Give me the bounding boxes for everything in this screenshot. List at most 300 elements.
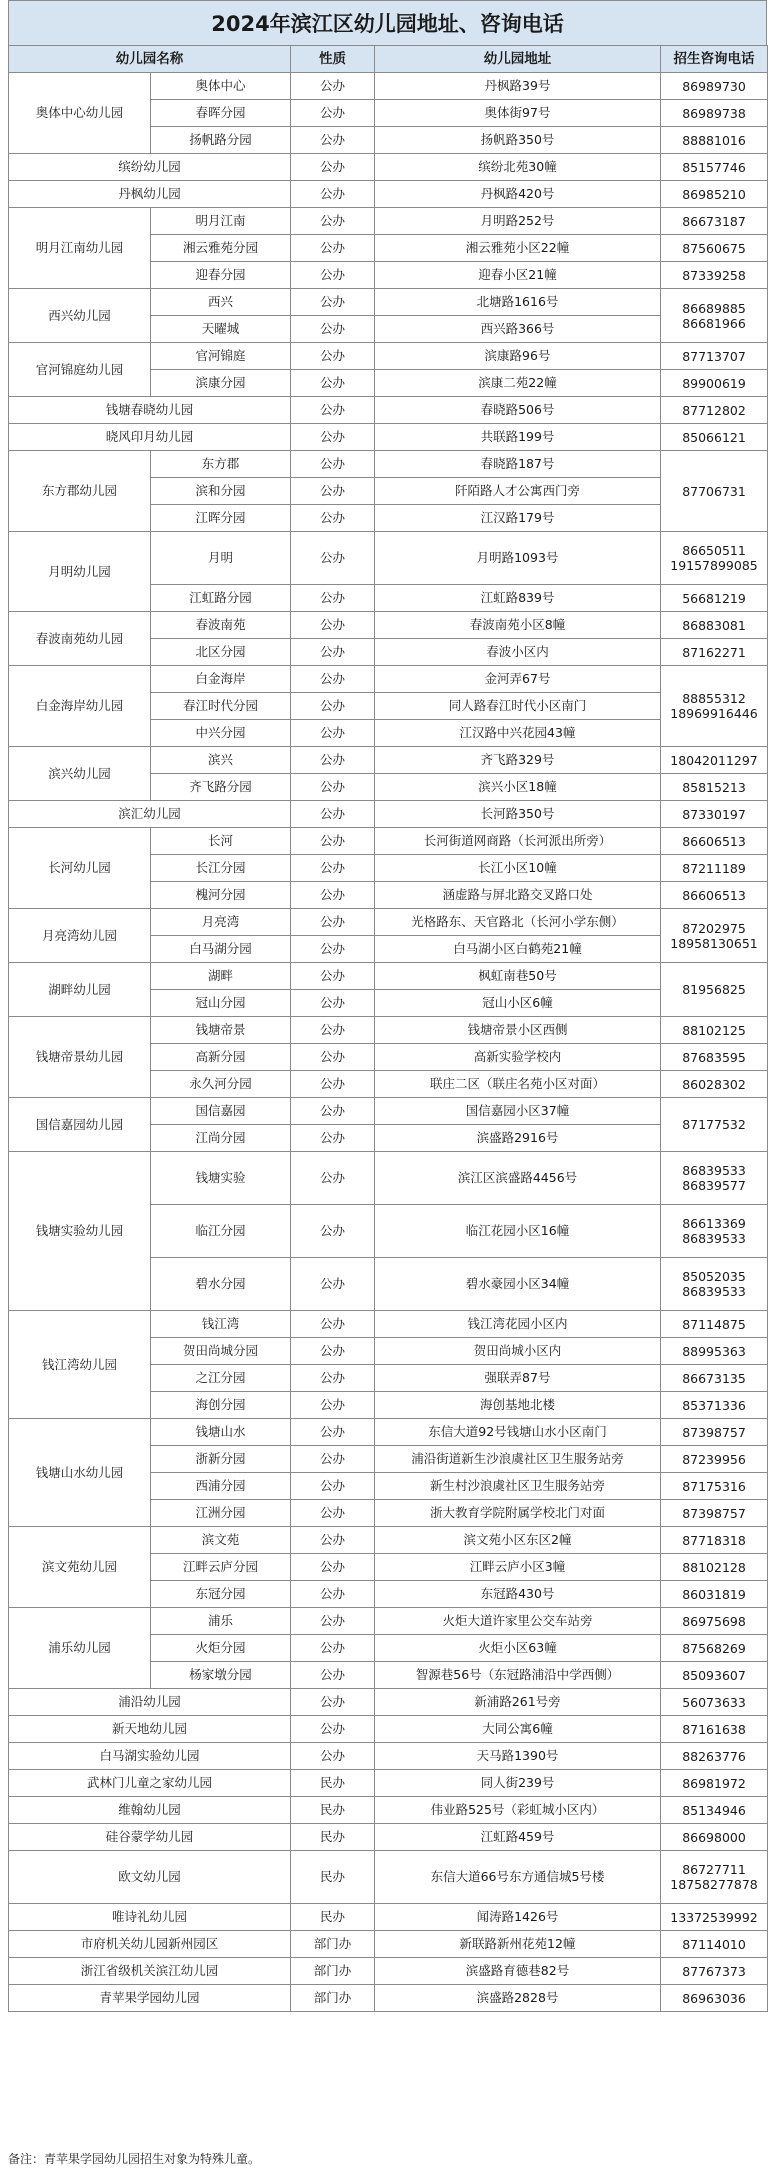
address-cell: 金河弄67号 bbox=[375, 666, 661, 693]
phone-cell: 86606513 bbox=[661, 882, 768, 909]
kindergarten-name: 硅谷蒙学幼儿园 bbox=[9, 1824, 291, 1851]
kindergarten-name: 青苹果学园幼儿园 bbox=[9, 1985, 291, 2012]
address-cell: 春波南苑小区8幢 bbox=[375, 612, 661, 639]
nature-cell: 公办 bbox=[291, 936, 375, 963]
kindergarten-name: 春波南苑幼儿园 bbox=[9, 612, 151, 666]
nature-cell: 公办 bbox=[291, 1743, 375, 1770]
campus-name: 官河锦庭 bbox=[151, 343, 291, 370]
kindergarten-name: 钱塘帝景幼儿园 bbox=[9, 1017, 151, 1098]
campus-name: 钱塘山水 bbox=[151, 1419, 291, 1446]
nature-cell: 公办 bbox=[291, 478, 375, 505]
campus-name: 碧水分园 bbox=[151, 1258, 291, 1311]
nature-cell: 公办 bbox=[291, 208, 375, 235]
phone-cell: 86963036 bbox=[661, 1985, 768, 2012]
nature-cell: 民办 bbox=[291, 1797, 375, 1824]
nature-cell: 公办 bbox=[291, 1205, 375, 1258]
address-cell: 浦沿街道新生沙浪虞社区卫生服务站旁 bbox=[375, 1446, 661, 1473]
nature-cell: 公办 bbox=[291, 639, 375, 666]
address-cell: 新联路新州花苑12幢 bbox=[375, 1931, 661, 1958]
address-cell: 扬帆路350号 bbox=[375, 127, 661, 154]
phone-cell: 88995363 bbox=[661, 1338, 768, 1365]
phone-cell: 87202975 18958130651 bbox=[661, 909, 768, 963]
address-cell: 齐飞路329号 bbox=[375, 747, 661, 774]
phone-cell: 56073633 bbox=[661, 1689, 768, 1716]
phone-cell: 87683595 bbox=[661, 1044, 768, 1071]
kindergarten-sheet bbox=[8, 0, 767, 2166]
nature-cell: 公办 bbox=[291, 801, 375, 828]
phone-cell: 85066121 bbox=[661, 424, 768, 451]
nature-cell: 公办 bbox=[291, 1554, 375, 1581]
phone-cell: 86689885 86681966 bbox=[661, 289, 768, 343]
address-cell: 大同公寓6幢 bbox=[375, 1716, 661, 1743]
table-row bbox=[9, 801, 768, 828]
address-cell: 东信大道66号东方通信城5号楼 bbox=[375, 1851, 661, 1904]
table-row bbox=[9, 208, 768, 235]
table-row bbox=[9, 1608, 768, 1635]
campus-name: 东方郡 bbox=[151, 451, 291, 478]
phone-cell: 87162271 bbox=[661, 639, 768, 666]
campus-name: 中兴分园 bbox=[151, 720, 291, 747]
kindergarten-name: 钱塘实验幼儿园 bbox=[9, 1152, 151, 1311]
table-row bbox=[9, 1797, 768, 1824]
address-cell: 江虹路839号 bbox=[375, 585, 661, 612]
kindergarten-name: 浦乐幼儿园 bbox=[9, 1608, 151, 1689]
kindergarten-name: 滨汇幼儿园 bbox=[9, 801, 291, 828]
phone-cell: 89900619 bbox=[661, 370, 768, 397]
address-cell: 滨文苑小区东区2幢 bbox=[375, 1527, 661, 1554]
phone-cell: 86031819 bbox=[661, 1581, 768, 1608]
nature-cell: 公办 bbox=[291, 1258, 375, 1311]
campus-name: 天曜城 bbox=[151, 316, 291, 343]
phone-cell: 86839533 86839577 bbox=[661, 1152, 768, 1205]
phone-cell: 85815213 bbox=[661, 774, 768, 801]
table-row bbox=[9, 747, 768, 774]
phone-cell: 18042011297 bbox=[661, 747, 768, 774]
address-cell: 强联弄87号 bbox=[375, 1365, 661, 1392]
phone-cell: 88881016 bbox=[661, 127, 768, 154]
kindergarten-name: 市府机关幼儿园新州园区 bbox=[9, 1931, 291, 1958]
phone-cell: 86028302 bbox=[661, 1071, 768, 1098]
nature-cell: 公办 bbox=[291, 1608, 375, 1635]
nature-cell: 公办 bbox=[291, 1581, 375, 1608]
nature-cell: 公办 bbox=[291, 127, 375, 154]
nature-cell: 公办 bbox=[291, 505, 375, 532]
nature-cell: 民办 bbox=[291, 1904, 375, 1931]
campus-name: 西浦分园 bbox=[151, 1473, 291, 1500]
phone-cell: 87560675 bbox=[661, 235, 768, 262]
address-cell: 贺田尚城小区内 bbox=[375, 1338, 661, 1365]
nature-cell: 公办 bbox=[291, 1662, 375, 1689]
table-row bbox=[9, 451, 768, 478]
campus-name: 钱塘帝景 bbox=[151, 1017, 291, 1044]
campus-name: 江洲分园 bbox=[151, 1500, 291, 1527]
phone-cell: 87706731 bbox=[661, 451, 768, 532]
kindergarten-name: 明月江南幼儿园 bbox=[9, 208, 151, 289]
nature-cell: 民办 bbox=[291, 1770, 375, 1797]
address-cell: 闻涛路1426号 bbox=[375, 1904, 661, 1931]
nature-cell: 公办 bbox=[291, 1338, 375, 1365]
address-cell: 光格路东、天官路北（长河小学东侧） bbox=[375, 909, 661, 936]
kindergarten-name: 白马湖实验幼儿园 bbox=[9, 1743, 291, 1770]
address-cell: 同人街239号 bbox=[375, 1770, 661, 1797]
campus-name: 湘云雅苑分园 bbox=[151, 235, 291, 262]
nature-cell: 公办 bbox=[291, 855, 375, 882]
campus-name: 冠山分园 bbox=[151, 990, 291, 1017]
nature-cell: 公办 bbox=[291, 73, 375, 100]
campus-name: 钱江湾 bbox=[151, 1311, 291, 1338]
phone-cell: 87161638 bbox=[661, 1716, 768, 1743]
nature-cell: 公办 bbox=[291, 289, 375, 316]
nature-cell: 公办 bbox=[291, 397, 375, 424]
campus-name: 国信嘉园 bbox=[151, 1098, 291, 1125]
phone-cell: 86981972 bbox=[661, 1770, 768, 1797]
campus-name: 滨兴 bbox=[151, 747, 291, 774]
table-row bbox=[9, 1689, 768, 1716]
nature-cell: 公办 bbox=[291, 1365, 375, 1392]
address-cell: 新生村沙浪虞社区卫生服务站旁 bbox=[375, 1473, 661, 1500]
campus-name: 春晖分园 bbox=[151, 100, 291, 127]
nature-cell: 部门办 bbox=[291, 1958, 375, 1985]
campus-name: 永久河分园 bbox=[151, 1071, 291, 1098]
address-cell: 共联路199号 bbox=[375, 424, 661, 451]
table-row bbox=[9, 666, 768, 693]
address-cell: 滨江区滨盛路4456号 bbox=[375, 1152, 661, 1205]
phone-cell: 88102125 bbox=[661, 1017, 768, 1044]
address-cell: 智源巷56号（东冠路浦沿中学西侧） bbox=[375, 1662, 661, 1689]
campus-name: 奥体中心 bbox=[151, 73, 291, 100]
table-row bbox=[9, 828, 768, 855]
phone-cell: 85093607 bbox=[661, 1662, 768, 1689]
nature-cell: 公办 bbox=[291, 154, 375, 181]
address-cell: 联庄二区（联庄名苑小区对面） bbox=[375, 1071, 661, 1098]
address-cell: 湘云雅苑小区22幢 bbox=[375, 235, 661, 262]
campus-name: 齐飞路分园 bbox=[151, 774, 291, 801]
campus-name: 江虹路分园 bbox=[151, 585, 291, 612]
phone-cell: 86975698 bbox=[661, 1608, 768, 1635]
table-row bbox=[9, 1851, 768, 1904]
campus-name: 贺田尚城分园 bbox=[151, 1338, 291, 1365]
phone-cell: 87767373 bbox=[661, 1958, 768, 1985]
nature-cell: 公办 bbox=[291, 990, 375, 1017]
nature-cell: 公办 bbox=[291, 343, 375, 370]
phone-cell: 87712802 bbox=[661, 397, 768, 424]
table-row bbox=[9, 1152, 768, 1205]
page-title: 2024年滨江区幼儿园地址、咨询电话 bbox=[8, 0, 767, 45]
nature-cell: 公办 bbox=[291, 1098, 375, 1125]
header-name: 幼儿园名称 bbox=[9, 46, 291, 73]
address-cell: 江畔云庐小区3幢 bbox=[375, 1554, 661, 1581]
nature-cell: 公办 bbox=[291, 316, 375, 343]
phone-cell: 87211189 bbox=[661, 855, 768, 882]
table-row bbox=[9, 1716, 768, 1743]
nature-cell: 公办 bbox=[291, 100, 375, 127]
nature-cell: 公办 bbox=[291, 1125, 375, 1152]
kindergarten-name: 浙江省级机关滨江幼儿园 bbox=[9, 1958, 291, 1985]
phone-cell: 87398757 bbox=[661, 1419, 768, 1446]
address-cell: 月明路1093号 bbox=[375, 532, 661, 585]
nature-cell: 公办 bbox=[291, 1689, 375, 1716]
nature-cell: 公办 bbox=[291, 585, 375, 612]
kindergarten-name: 西兴幼儿园 bbox=[9, 289, 151, 343]
campus-name: 浦乐 bbox=[151, 1608, 291, 1635]
table-row bbox=[9, 154, 768, 181]
address-cell: 伟业路525号（彩虹城小区内） bbox=[375, 1797, 661, 1824]
address-cell: 国信嘉园小区37幢 bbox=[375, 1098, 661, 1125]
nature-cell: 公办 bbox=[291, 235, 375, 262]
campus-name: 江晖分园 bbox=[151, 505, 291, 532]
address-cell: 新浦路261号旁 bbox=[375, 1689, 661, 1716]
phone-cell: 86985210 bbox=[661, 181, 768, 208]
phone-cell: 87175316 bbox=[661, 1473, 768, 1500]
nature-cell: 公办 bbox=[291, 828, 375, 855]
kindergarten-name: 钱塘山水幼儿园 bbox=[9, 1419, 151, 1527]
phone-cell: 85371336 bbox=[661, 1392, 768, 1419]
kindergarten-name: 官河锦庭幼儿园 bbox=[9, 343, 151, 397]
phone-cell: 81956825 bbox=[661, 963, 768, 1017]
campus-name: 火炬分园 bbox=[151, 1635, 291, 1662]
phone-cell: 87114010 bbox=[661, 1931, 768, 1958]
campus-name: 东冠分园 bbox=[151, 1581, 291, 1608]
nature-cell: 公办 bbox=[291, 1473, 375, 1500]
campus-name: 滨康分园 bbox=[151, 370, 291, 397]
address-cell: 奥体街97号 bbox=[375, 100, 661, 127]
kindergarten-name: 东方郡幼儿园 bbox=[9, 451, 151, 532]
phone-cell: 86698000 bbox=[661, 1824, 768, 1851]
nature-cell: 公办 bbox=[291, 963, 375, 990]
address-cell: 碧水豪园小区34幢 bbox=[375, 1258, 661, 1311]
nature-cell: 公办 bbox=[291, 774, 375, 801]
table-row bbox=[9, 1017, 768, 1044]
address-cell: 天马路1390号 bbox=[375, 1743, 661, 1770]
kindergarten-name: 丹枫幼儿园 bbox=[9, 181, 291, 208]
table-row bbox=[9, 424, 768, 451]
nature-cell: 公办 bbox=[291, 1419, 375, 1446]
address-cell: 涵虚路与屏北路交叉路口处 bbox=[375, 882, 661, 909]
phone-cell: 86989730 bbox=[661, 73, 768, 100]
nature-cell: 公办 bbox=[291, 1071, 375, 1098]
kindergarten-name: 浦沿幼儿园 bbox=[9, 1689, 291, 1716]
address-cell: 滨盛路2828号 bbox=[375, 1985, 661, 2012]
phone-cell: 85052035 86839533 bbox=[661, 1258, 768, 1311]
table-row bbox=[9, 1958, 768, 1985]
table-row bbox=[9, 1904, 768, 1931]
phone-cell: 87398757 bbox=[661, 1500, 768, 1527]
campus-name: 春波南苑 bbox=[151, 612, 291, 639]
phone-cell: 56681219 bbox=[661, 585, 768, 612]
nature-cell: 公办 bbox=[291, 370, 375, 397]
address-cell: 火炬大道许家里公交车站旁 bbox=[375, 1608, 661, 1635]
nature-cell: 公办 bbox=[291, 1716, 375, 1743]
table-row bbox=[9, 1311, 768, 1338]
address-cell: 春晓路187号 bbox=[375, 451, 661, 478]
kindergarten-name: 国信嘉园幼儿园 bbox=[9, 1098, 151, 1152]
table-row bbox=[9, 181, 768, 208]
table-row bbox=[9, 397, 768, 424]
address-cell: 临江花园小区16幢 bbox=[375, 1205, 661, 1258]
campus-name: 江畔云庐分园 bbox=[151, 1554, 291, 1581]
campus-name: 临江分园 bbox=[151, 1205, 291, 1258]
header-nature: 性质 bbox=[291, 46, 375, 73]
phone-cell: 87114875 bbox=[661, 1311, 768, 1338]
campus-name: 迎春分园 bbox=[151, 262, 291, 289]
campus-name: 月明 bbox=[151, 532, 291, 585]
campus-name: 长河 bbox=[151, 828, 291, 855]
address-cell: 白马湖小区白鹤苑21幢 bbox=[375, 936, 661, 963]
address-cell: 钱塘帝景小区西侧 bbox=[375, 1017, 661, 1044]
address-cell: 海创基地北楼 bbox=[375, 1392, 661, 1419]
phone-cell: 87718318 bbox=[661, 1527, 768, 1554]
kindergarten-name: 晓风印月幼儿园 bbox=[9, 424, 291, 451]
nature-cell: 公办 bbox=[291, 451, 375, 478]
nature-cell: 公办 bbox=[291, 424, 375, 451]
campus-name: 之江分园 bbox=[151, 1365, 291, 1392]
kindergarten-name: 湖畔幼儿园 bbox=[9, 963, 151, 1017]
nature-cell: 公办 bbox=[291, 612, 375, 639]
nature-cell: 公办 bbox=[291, 1392, 375, 1419]
kindergarten-name: 长河幼儿园 bbox=[9, 828, 151, 909]
phone-cell: 86673187 bbox=[661, 208, 768, 235]
address-cell: 缤纷北苑30幢 bbox=[375, 154, 661, 181]
address-cell: 滨兴小区18幢 bbox=[375, 774, 661, 801]
campus-name: 高新分园 bbox=[151, 1044, 291, 1071]
address-cell: 迎春小区21幢 bbox=[375, 262, 661, 289]
kindergarten-name: 钱塘春晓幼儿园 bbox=[9, 397, 291, 424]
phone-cell: 88263776 bbox=[661, 1743, 768, 1770]
kindergarten-name: 月明幼儿园 bbox=[9, 532, 151, 612]
campus-name: 白金海岸 bbox=[151, 666, 291, 693]
phone-cell: 87239956 bbox=[661, 1446, 768, 1473]
nature-cell: 公办 bbox=[291, 1527, 375, 1554]
nature-cell: 公办 bbox=[291, 720, 375, 747]
table-row bbox=[9, 1743, 768, 1770]
address-cell: 北塘路1616号 bbox=[375, 289, 661, 316]
table-row bbox=[9, 1931, 768, 1958]
phone-cell: 86989738 bbox=[661, 100, 768, 127]
address-cell: 东信大道92号钱塘山水小区南门 bbox=[375, 1419, 661, 1446]
nature-cell: 公办 bbox=[291, 1044, 375, 1071]
campus-name: 槐河分园 bbox=[151, 882, 291, 909]
address-cell: 丹枫路39号 bbox=[375, 73, 661, 100]
table-row bbox=[9, 1770, 768, 1797]
nature-cell: 部门办 bbox=[291, 1985, 375, 2012]
address-cell: 丹枫路420号 bbox=[375, 181, 661, 208]
campus-name: 海创分园 bbox=[151, 1392, 291, 1419]
phone-cell: 86613369 86839533 bbox=[661, 1205, 768, 1258]
address-cell: 同人路春江时代小区南门 bbox=[375, 693, 661, 720]
table-row bbox=[9, 909, 768, 936]
campus-name: 白马湖分园 bbox=[151, 936, 291, 963]
table-body bbox=[9, 73, 768, 2012]
kindergarten-name: 欧文幼儿园 bbox=[9, 1851, 291, 1904]
campus-name: 杨家墩分园 bbox=[151, 1662, 291, 1689]
address-cell: 枫虹南巷50号 bbox=[375, 963, 661, 990]
address-cell: 火炬小区63幢 bbox=[375, 1635, 661, 1662]
address-cell: 春波小区内 bbox=[375, 639, 661, 666]
nature-cell: 公办 bbox=[291, 1017, 375, 1044]
phone-cell: 88102128 bbox=[661, 1554, 768, 1581]
kindergarten-name: 维翰幼儿园 bbox=[9, 1797, 291, 1824]
address-cell: 滨康路96号 bbox=[375, 343, 661, 370]
address-cell: 月明路252号 bbox=[375, 208, 661, 235]
address-cell: 东冠路430号 bbox=[375, 1581, 661, 1608]
phone-cell: 86727711 18758277878 bbox=[661, 1851, 768, 1904]
campus-name: 滨和分园 bbox=[151, 478, 291, 505]
nature-cell: 民办 bbox=[291, 1851, 375, 1904]
address-cell: 滨康二苑22幢 bbox=[375, 370, 661, 397]
address-cell: 阡陌路人才公寓西门旁 bbox=[375, 478, 661, 505]
address-cell: 浙大教育学院附属学校北门对面 bbox=[375, 1500, 661, 1527]
address-cell: 江汉路中兴花园43幢 bbox=[375, 720, 661, 747]
nature-cell: 公办 bbox=[291, 747, 375, 774]
table-row bbox=[9, 289, 768, 316]
kindergarten-name: 滨文苑幼儿园 bbox=[9, 1527, 151, 1608]
phone-cell: 87713707 bbox=[661, 343, 768, 370]
address-cell: 春晓路506号 bbox=[375, 397, 661, 424]
campus-name: 湖畔 bbox=[151, 963, 291, 990]
phone-cell: 86883081 bbox=[661, 612, 768, 639]
kindergarten-table bbox=[8, 45, 768, 2012]
table-row bbox=[9, 1098, 768, 1125]
nature-cell: 公办 bbox=[291, 1311, 375, 1338]
nature-cell: 公办 bbox=[291, 1152, 375, 1205]
nature-cell: 公办 bbox=[291, 666, 375, 693]
kindergarten-name: 缤纷幼儿园 bbox=[9, 154, 291, 181]
header-address: 幼儿园地址 bbox=[375, 46, 661, 73]
nature-cell: 公办 bbox=[291, 1500, 375, 1527]
table-row bbox=[9, 612, 768, 639]
campus-name: 西兴 bbox=[151, 289, 291, 316]
nature-cell: 公办 bbox=[291, 693, 375, 720]
table-header-row bbox=[9, 46, 768, 73]
table-row bbox=[9, 73, 768, 100]
nature-cell: 部门办 bbox=[291, 1931, 375, 1958]
address-cell: 长河路350号 bbox=[375, 801, 661, 828]
address-cell: 钱江湾花园小区内 bbox=[375, 1311, 661, 1338]
table-row bbox=[9, 1824, 768, 1851]
kindergarten-name: 白金海岸幼儿园 bbox=[9, 666, 151, 747]
table-row bbox=[9, 963, 768, 990]
address-cell: 江汉路179号 bbox=[375, 505, 661, 532]
nature-cell: 公办 bbox=[291, 181, 375, 208]
nature-cell: 公办 bbox=[291, 262, 375, 289]
nature-cell: 公办 bbox=[291, 909, 375, 936]
phone-cell: 87339258 bbox=[661, 262, 768, 289]
address-cell: 冠山小区6幢 bbox=[375, 990, 661, 1017]
campus-name: 江尚分园 bbox=[151, 1125, 291, 1152]
campus-name: 月亮湾 bbox=[151, 909, 291, 936]
kindergarten-name: 奥体中心幼儿园 bbox=[9, 73, 151, 154]
address-cell: 滨盛路育德巷82号 bbox=[375, 1958, 661, 1985]
footnote: 备注：青苹果学园幼儿园招生对象为特殊儿童。 bbox=[8, 2152, 261, 2166]
nature-cell: 公办 bbox=[291, 882, 375, 909]
table-row bbox=[9, 1985, 768, 2012]
kindergarten-name: 滨兴幼儿园 bbox=[9, 747, 151, 801]
kindergarten-name: 新天地幼儿园 bbox=[9, 1716, 291, 1743]
table-row bbox=[9, 343, 768, 370]
kindergarten-name: 唯诗礼幼儿园 bbox=[9, 1904, 291, 1931]
phone-cell: 87568269 bbox=[661, 1635, 768, 1662]
phone-cell: 86673135 bbox=[661, 1365, 768, 1392]
phone-cell: 86650511 19157899085 bbox=[661, 532, 768, 585]
table-row bbox=[9, 532, 768, 585]
nature-cell: 公办 bbox=[291, 1446, 375, 1473]
phone-cell: 85134946 bbox=[661, 1797, 768, 1824]
phone-cell: 85157746 bbox=[661, 154, 768, 181]
table-row bbox=[9, 1419, 768, 1446]
campus-name: 钱塘实验 bbox=[151, 1152, 291, 1205]
address-cell: 滨盛路2916号 bbox=[375, 1125, 661, 1152]
campus-name: 长江分园 bbox=[151, 855, 291, 882]
